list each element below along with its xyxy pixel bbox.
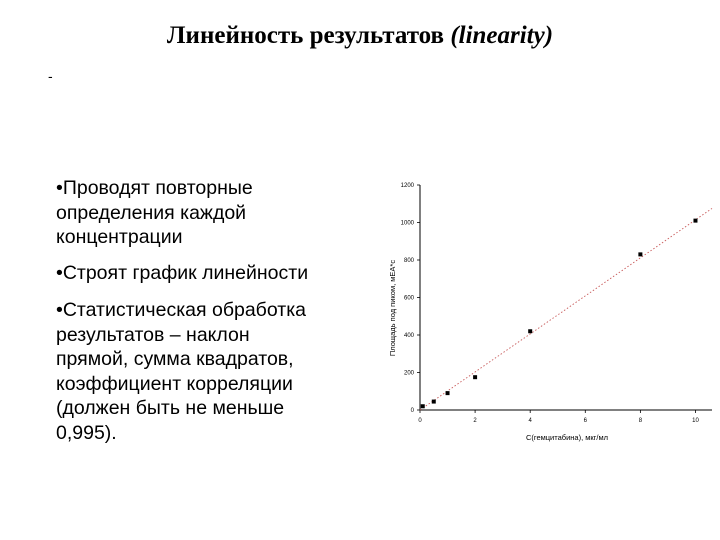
x-tick-label: 6 bbox=[583, 418, 587, 424]
y-tick-label: 1200 bbox=[400, 183, 414, 189]
data-point bbox=[446, 391, 450, 395]
bullet-line: 0,995). bbox=[56, 421, 117, 444]
y-tick-label: 400 bbox=[403, 333, 414, 339]
bullet-line: концентрации bbox=[56, 226, 183, 248]
bullet-line: •Проводят повторные bbox=[56, 177, 253, 199]
title-russian: Линейность результатов bbox=[166, 22, 445, 49]
y-axis-label: Площадь под пиком, мЕА*с bbox=[388, 259, 397, 357]
data-point bbox=[693, 219, 697, 223]
trend-line bbox=[420, 208, 712, 410]
title-english: (linearity) bbox=[450, 22, 554, 49]
bullet-line: •Статистическая обработка bbox=[56, 299, 306, 321]
y-tick-label: 200 bbox=[403, 370, 414, 377]
data-point bbox=[528, 329, 532, 333]
x-axis-label: С(гемцитабина), мкг/мл bbox=[525, 433, 609, 442]
data-point bbox=[432, 400, 436, 404]
x-tick-label: 4 bbox=[528, 418, 532, 424]
bullet-line: прямой, сумма квадратов, bbox=[56, 348, 294, 370]
bullet-line: •Строят график линейности bbox=[56, 261, 309, 284]
bullet-line: результатов – наклон bbox=[56, 323, 250, 346]
data-point bbox=[421, 404, 425, 408]
x-tick-label: 8 bbox=[638, 418, 643, 424]
x-tick-label: 2 bbox=[473, 418, 477, 424]
chart-layer bbox=[401, 183, 712, 424]
data-point bbox=[473, 375, 477, 379]
bullet-line: определения каждой bbox=[56, 201, 247, 224]
y-tick-label: 0 bbox=[410, 408, 414, 414]
x-tick-label: 10 bbox=[692, 418, 699, 424]
y-tick-label: 800 bbox=[403, 258, 414, 264]
x-tick-label: 0 bbox=[418, 418, 422, 424]
y-tick-label: 600 bbox=[403, 295, 414, 302]
bullet-line: коэффициент корреляции bbox=[56, 372, 293, 395]
data-point bbox=[638, 252, 642, 256]
stray-dash: - bbox=[48, 68, 53, 84]
y-tick-label: 1000 bbox=[400, 220, 414, 227]
bullet-line: (должен быть не меньше bbox=[56, 397, 285, 419]
